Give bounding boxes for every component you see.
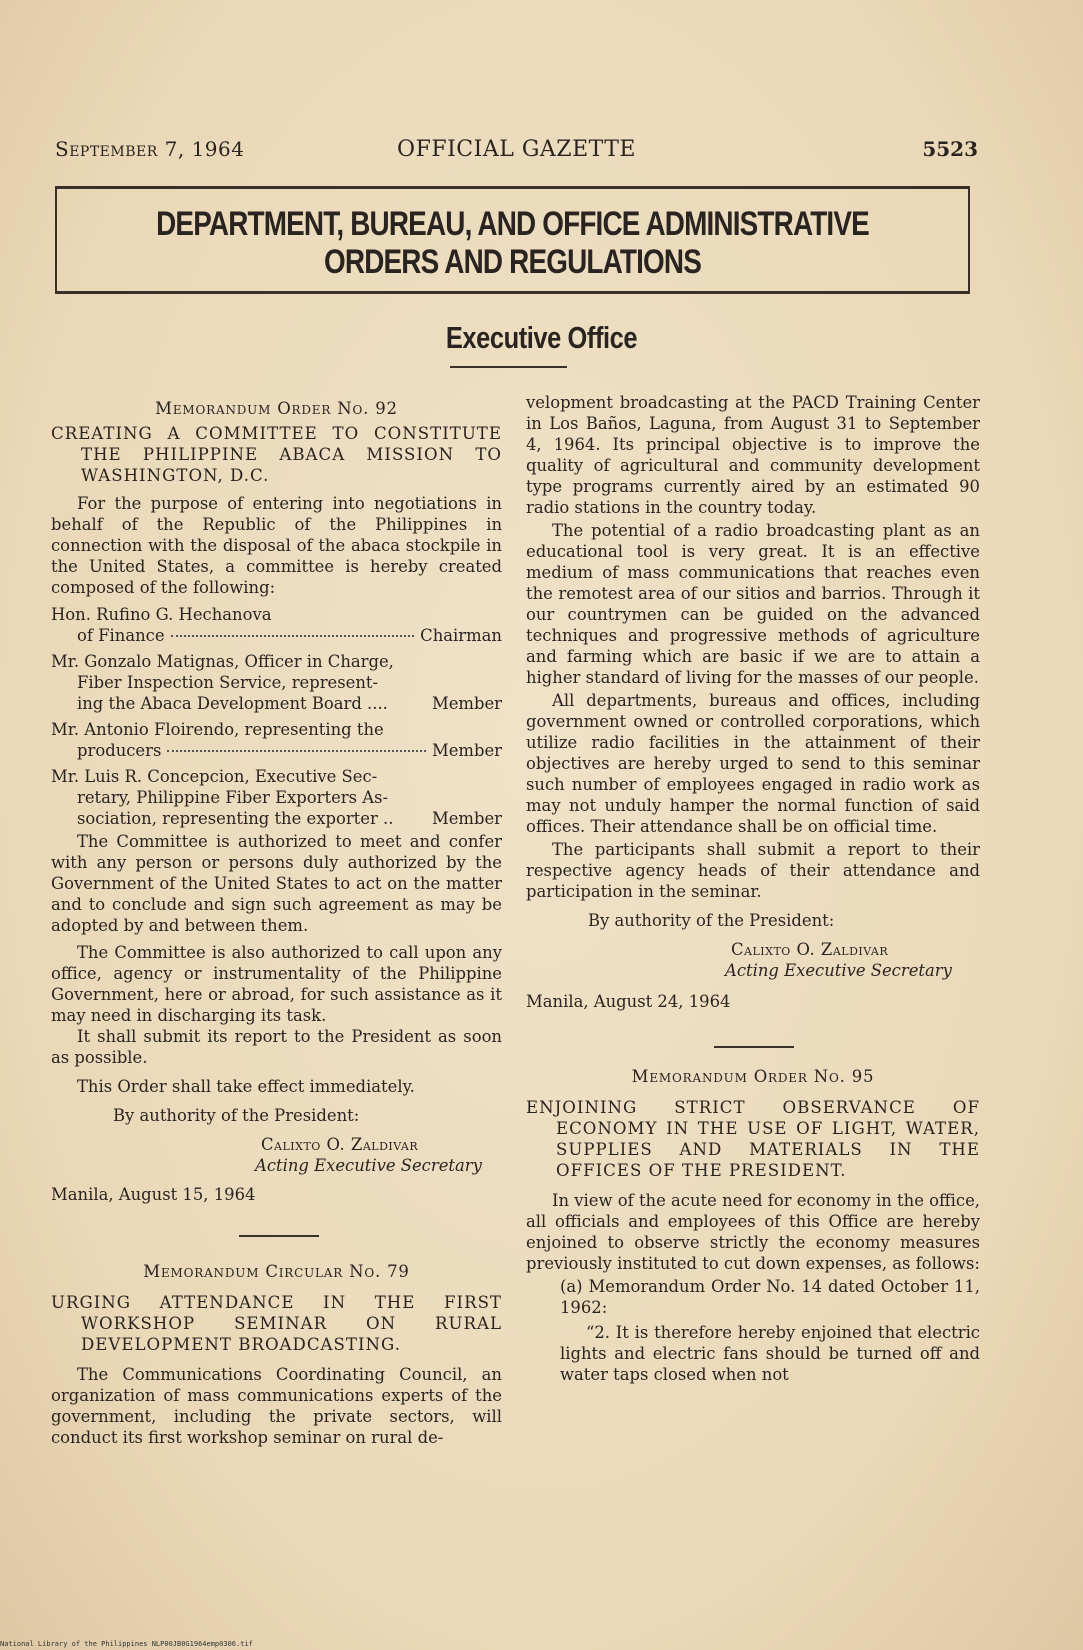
member-role: Member xyxy=(431,741,502,760)
member-role-line xyxy=(51,625,502,646)
signer-name: Calixto O. Zaldivar xyxy=(731,940,889,959)
member-name: Mr. Luis R. Concepcion, Executive Sec- xyxy=(51,767,378,786)
member-role: Member xyxy=(431,694,502,713)
member-item xyxy=(51,651,502,714)
member-role: Member xyxy=(431,809,502,828)
signer-title: Acting Executive Secretary xyxy=(255,1156,482,1175)
member-desc: Fiber Inspection Service, represent- xyxy=(77,673,379,692)
section-rule xyxy=(450,366,567,368)
memo92-para3: It shall submit its report to the President as soon as possible. xyxy=(51,1027,502,1067)
dot-leader xyxy=(171,635,415,637)
memo92-authority: By authority of the President: xyxy=(113,1106,360,1125)
member-name: Hon. Rufino G. Hechanova xyxy=(51,605,272,624)
member-desc: retary, Philippine Fiber Exporters As- xyxy=(77,788,389,807)
member-name: Mr. Gonzalo Matignas, Officer in Charge, xyxy=(51,652,394,671)
circ79-place-date: Manila, August 24, 1964 xyxy=(526,992,731,1011)
memo92-signature xyxy=(51,1134,502,1176)
member-desc: of Finance xyxy=(77,626,165,645)
circ79-para2: The potential of a radio broadcasting plant as an educational tool is very great. It is an effective medium of mass communications that reaches even the remotest area of our sitios and barrios. Through it our countrymen can be guided on the advanced techniques and progressive methods of agriculture and farming which are basic if we are to attain a higher standard of living for the masses of our people. xyxy=(526,521,980,687)
left-column xyxy=(51,398,502,1448)
memo95-item-a: (a) Memorandum Order No. 14 dated October 11, 1962: xyxy=(560,1277,980,1317)
member-item xyxy=(51,719,502,761)
member-list xyxy=(51,604,502,829)
scan-footer: National Library of the Philippines NLP00JB0G1964emp0306.tif xyxy=(0,1640,253,1648)
member-desc: ing the Abaca Development Board .... xyxy=(77,694,388,713)
memo92-para1: The Committee is authorized to meet and confer with any person or persons duly authorized by the Government of the United States to act on the matter and to conclude and sign such agreement as may be adopted by and between them. xyxy=(51,832,502,935)
dot-leader xyxy=(167,750,426,752)
signer-title: Acting Executive Secretary xyxy=(725,961,952,980)
circ79-para4: The participants shall submit a report to their respective agency heads of their attendance and participation in the seminar. xyxy=(526,840,980,901)
member-item xyxy=(51,604,502,646)
banner-line-2: ORDERS AND REGULATIONS xyxy=(324,243,701,281)
member-desc: sociation, representing the exporter .. xyxy=(77,809,394,828)
memo92-effect: This Order shall take effect immediately. xyxy=(77,1077,415,1096)
memo95-label: Memorandum Order No. 95 xyxy=(631,1067,875,1086)
member-role-line xyxy=(51,693,502,714)
header-date: September 7, 1964 xyxy=(55,137,245,161)
memo95-para1: In view of the acute need for economy in the office, all officials and employees of this Office are hereby enjoined to observe strictly the economy measures previously instituted to cut down expenses, as follows: xyxy=(526,1191,980,1273)
circ79-para3: All departments, bureaus and offices, including government owned or controlled corporations, which utilize radio facilities in the attainment of their objectives are hereby urged to send to this seminar such number of employees engaged in radio work as may not unduly hamper the normal function of said offices. Their attendance shall be on official time. xyxy=(526,691,980,836)
running-header xyxy=(55,137,978,163)
memo95-title: ENJOINING STRICT OBSERVANCE OF ECONOMY IN THE USE OF LIGHT, WATER, SUPPLIES AND MATERIALS IN THE OFFICES OF THE PRESIDENT. xyxy=(526,1098,980,1180)
memo95-quote: “2. It is therefore hereby enjoined that electric lights and electric fans should be turned off and water taps closed when not xyxy=(560,1323,980,1384)
header-page-number: 5523 xyxy=(922,137,978,161)
circ79-signature xyxy=(526,939,980,981)
separator-rule xyxy=(239,1235,319,1237)
member-role: Chairman xyxy=(420,626,502,645)
section-title: Executive Office xyxy=(445,320,638,355)
section-banner xyxy=(55,186,970,294)
member-desc: producers xyxy=(77,741,162,760)
signer-name: Calixto O. Zaldivar xyxy=(261,1135,419,1154)
right-column xyxy=(526,392,980,1385)
member-item xyxy=(51,766,502,829)
circ79-label: Memorandum Circular No. 79 xyxy=(143,1262,410,1281)
member-name: Mr. Antonio Floirendo, representing the xyxy=(51,720,384,739)
memo92-para2: The Committee is also authorized to call upon any office, agency or instrumentality of the Philippine Government, here or abroad, for such assistance as it may need in discharging its task. xyxy=(51,943,502,1025)
circ79-title: URGING ATTENDANCE IN THE FIRST WORKSHOP SEMINAR ON RURAL DEVELOPMENT BROADCASTING. xyxy=(51,1293,502,1354)
circ79-para1-cont: velopment broadcasting at the PACD Training Center in Los Baños, Laguna, from August 31 to September 4, 1964. Its principal objective is to improve the quality of agricultural and community development type programs currently aired by an estimated 90 radio stations in the country today. xyxy=(526,393,980,517)
circ79-authority: By authority of the President: xyxy=(588,911,835,930)
member-role-line xyxy=(51,808,502,829)
member-role-line xyxy=(51,740,502,761)
memo92-intro: For the purpose of entering into negotiations in behalf of the Republic of the Philippines in connection with the disposal of the abaca stockpile in the United States, a committee is hereby created composed of the following: xyxy=(51,494,502,597)
separator-rule xyxy=(714,1046,794,1048)
memo92-label: Memorandum Order No. 92 xyxy=(155,399,398,418)
memo92-title: CREATING A COMMITTEE TO CONSTITUTE THE PHILIPPINE ABACA MISSION TO WASHINGTON, D.C. xyxy=(51,424,502,485)
memo92-place-date: Manila, August 15, 1964 xyxy=(51,1185,256,1204)
banner-line-1: DEPARTMENT, BUREAU, AND OFFICE ADMINISTRATIVE xyxy=(156,205,869,243)
header-publication: OFFICIAL GAZETTE xyxy=(397,137,636,162)
circ79-para1: The Communications Coordinating Council, an organization of mass communications experts of the government, including the private sectors, will conduct its first workshop seminar on rural de- xyxy=(51,1365,502,1447)
